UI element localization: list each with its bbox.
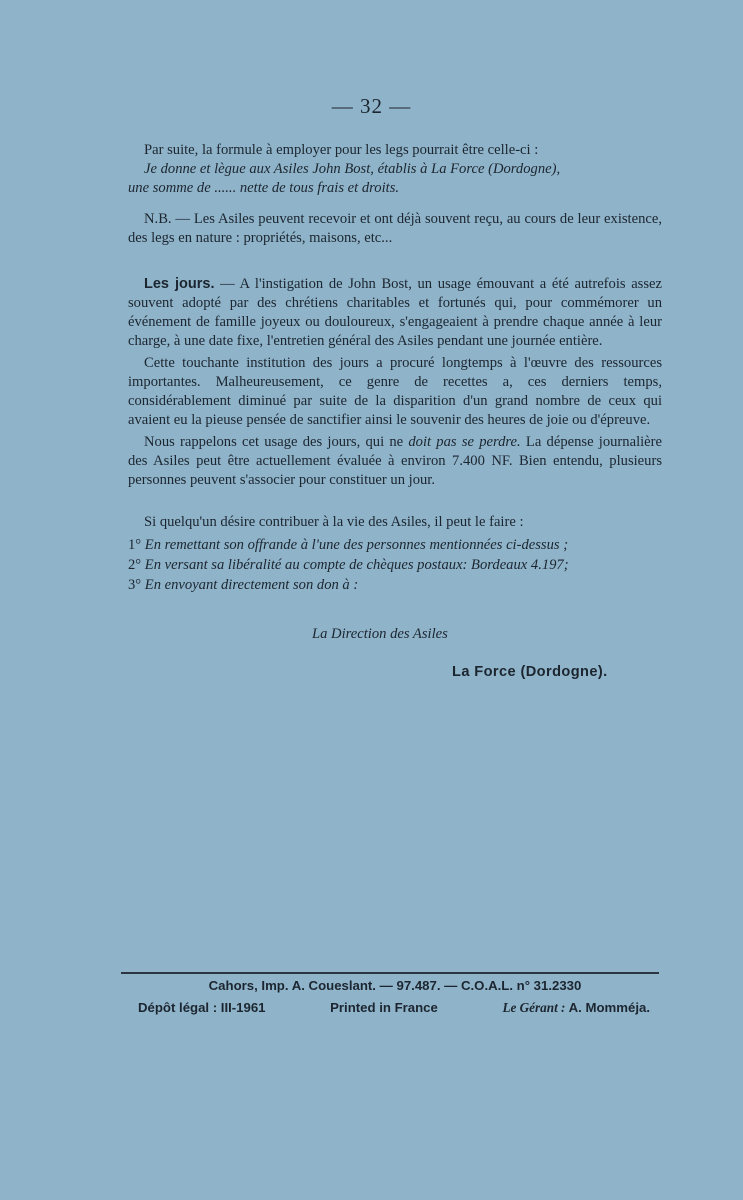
legs-intro: Par suite, la formule à employer pour les legs pourrait être celle-ci : (144, 142, 539, 158)
contribuer-item-3-num: 3° (128, 577, 142, 593)
imprint-depot: Dépôt légal : III-1961 (138, 1000, 266, 1015)
contribuer-item-3-text: En envoyant directement son don à : (144, 577, 359, 593)
jours-paragraph-1 (128, 275, 662, 351)
imprint-legal-line (138, 1000, 650, 1016)
legs-formula-line1: Je donne et lègue aux Asiles John Bost, établis à La Force (Dordogne), (144, 161, 561, 177)
jours-paragraph-3 (128, 433, 662, 490)
contribuer-item-2-num: 2° (128, 557, 142, 573)
contribuer-item-1-num: 1° (128, 537, 142, 553)
imprint-gerant-label: Le Gérant : (502, 1000, 566, 1015)
page-number: — 32 — (331, 94, 412, 118)
contribuer-intro: Si quelqu'un désire contribuer à la vie des Asiles, il peut le faire : (144, 514, 524, 530)
contribuer-item-3 (128, 575, 662, 595)
imprint-printed: Printed in France (330, 1000, 438, 1015)
contribuer-item-1-text: En remettant son offrande à l'une des personnes mentionnées ci-dessus ; (144, 537, 569, 553)
contribuer-item-2-text: En versant sa libéralité au compte de chèques postaux: Bordeaux 4.197; (144, 557, 569, 573)
signature-direction: La Direction des Asiles (312, 626, 448, 642)
imprint-printer: Cahors, Imp. A. Coueslant. — 97.487. — C.O.A.L. n° 31.2330 (208, 978, 582, 993)
contribuer-item-1 (128, 535, 662, 555)
jours-paragraph-2: Cette touchante institution des jours a procuré longtemps à l'œuvre des ressources importantes. Malheureusement, ce genre de recettes a, ces derniers temps, considérablement diminué par suite de la disparition d'un grand nombre de ceux qui avaient eu la pieuse pensée de sanctifier ainsi le souvenir des heures de joie ou d'épreuve. (128, 355, 662, 428)
imprint-divider (121, 972, 659, 974)
jours-p3-end: La dépense journalière des Asiles peut être actuellement évaluée à environ 7.400 NF. Bien entendu, plusieurs personnes peuvent s'associer pour constituer un jour. (128, 434, 662, 488)
jours-section (128, 275, 662, 490)
nb-note: N.B. — Les Asiles peuvent recevoir et ont déjà souvent reçu, au cours de leur existence, des legs en nature : propriétés, maisons, etc... (128, 211, 662, 246)
imprint-gerant (502, 1000, 650, 1016)
imprint-printer-line (128, 978, 662, 993)
signature-place: La Force (Dordogne). (452, 664, 608, 680)
contribuer-section (128, 513, 662, 595)
nb-section (128, 210, 662, 248)
legs-formula-line2: une somme de ...... nette de tous frais et droits. (128, 180, 400, 196)
contribuer-item-2 (128, 555, 662, 575)
jours-heading: Les jours. (144, 276, 215, 292)
legs-section (128, 141, 662, 198)
jours-p1-text: — A l'instigation de John Bost, un usage émouvant a été autrefois assez souvent adopté par des chrétiens charitables et fortunés qui, pour commémorer un événement de famille joyeux ou douloureux, s'engageaient à prendre chaque année à leur charge, à une date fixe, l'entretien général des Asiles pendant une journée entière. (128, 276, 662, 349)
jours-p3-start: Nous rappelons cet usage des jours, qui ne (144, 434, 409, 450)
jours-p3-em: doit pas se perdre. (408, 434, 521, 450)
imprint-gerant-name: A. Momméja. (568, 1000, 650, 1015)
